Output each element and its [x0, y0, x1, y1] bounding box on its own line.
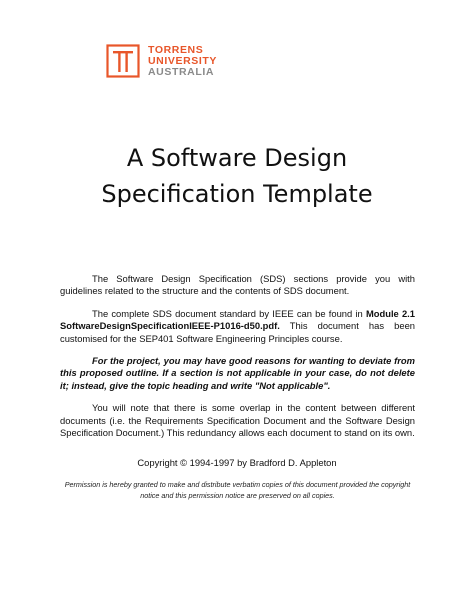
paragraph-project-note: For the project, you may have good reasons for wanting to deviate from this proposed outline. If a section is not applicable in your case, do not delete it; instead, give the topic heading and write "Not applicable".: [60, 355, 415, 391]
copyright-line: Copyright © 1994-1997 by Bradford D. Appleton: [137, 457, 337, 468]
torrens-t-logo-icon: [106, 44, 140, 78]
title-line-1: A Software Design: [126, 144, 348, 172]
paragraph-ieee-reference: [60, 308, 415, 345]
paragraph-ieee-text-before: The complete SDS document standard by IEEE can be found in: [92, 307, 366, 319]
title-line-2: Specification Template: [101, 180, 373, 208]
logo-line-australia: AUSTRALIA: [148, 65, 215, 78]
paragraph-overlap-note: You will note that there is some overlap in the content between different documents (i.e. the Requirements Specification Document and the Software Design Specification Document.) This redundancy allows each document to stand on its own.: [60, 402, 415, 439]
paragraph-ieee-text-after: This document has been customised for the SEP401 Software Engineering Principles course.: [60, 320, 415, 344]
logo-line-university: UNIVERSITY: [148, 54, 218, 67]
paragraph-ieee-file-reference: Module 2.1 SoftwareDesignSpecificationIEEE-P1016-d50.pdf.: [60, 307, 415, 332]
logo-wordmark: [148, 45, 217, 78]
university-logo: [106, 44, 217, 78]
document-body: [60, 273, 415, 449]
document-title: [0, 140, 474, 212]
permission-notice: Permission is hereby granted to make and distribute verbatim copies of this document provided the copyright notice and this permission notice are preserved on all copies.: [64, 480, 411, 500]
paragraph-intro: The Software Design Specification (SDS) sections provide you with guidelines related to the structure and the contents of SDS document.: [60, 273, 415, 297]
logo-line-torrens: TORRENS: [148, 43, 204, 56]
